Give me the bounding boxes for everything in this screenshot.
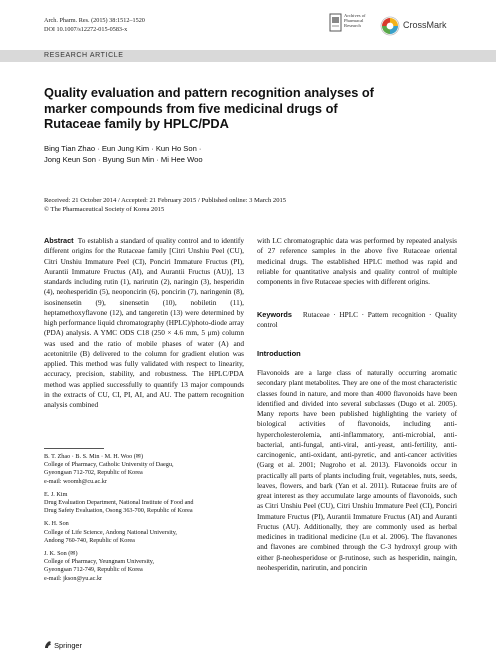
section-label: RESEARCH ARTICLE: [44, 52, 124, 59]
abstract-continuation: with LC chromatographic data was performed by repeated analysis of 27 reference samples in the above five Rutaceae oriental medicinal drugs. The established HPLC method was rapid and reliable for quantitative analysis and quality control of multiple components in five Rutaceae species with different origins.: [257, 236, 457, 286]
affiliation-3: K. H. Son College of Life Science, Andong National University, Andong 760-740, Republic of Korea: [44, 520, 177, 544]
abstract-block: [44, 236, 244, 410]
introduction-heading: Introduction: [257, 349, 301, 358]
publisher-name: Springer: [54, 641, 82, 650]
journal-logo-text: Archives of Pharmacal Research: [344, 13, 366, 29]
email-link[interactable]: e-mail: woomh@cu.ac.kr: [44, 477, 107, 485]
journal-header: [44, 17, 145, 34]
publication-dates: [44, 196, 444, 214]
keywords-block: [257, 310, 457, 331]
introduction-text: Flavonoids are a large class of naturally occurring aromatic secondary plant metabolites. They are one of the most characteristic classes found in nature, and more than 4000 flavonoids have been identified and divided into several subclasses (Dugo et al. 2005). Many reports have been published highlighting the variety of biological activities of flavonoids, including anti-hypercholesterolemia, anti-inflammatory, anti-microbial, anti-bacterial, anti-fungal, anti-viral, anti-yeast, anti-fertility, anti-carcinogenic, anti-oxidant, anti-pyretic, and anti-cancer activities (Garg et al. 2001; Nugroho et al. 2013). Flavonoids occur in practically all parts of plants including fruit, vegetables, nuts, seeds, leaves, flowers, and bark (Yan et al. 2011). Rutaceae fruits are of great interest as they accumulate large amounts of flavonoids, such as Citri Unshiu Peel (CU), Citri Unshiu Immature Peel (CI), Ponciri Immature Fructus (PI), Aurantii Immature Fructus (AI) and Auranti Fructus (AU). Additionally, they are commonly used as herbal medicines in traditional medicine (Lu et al. 2006). The flavanones and flavones are combined through the C-3 hydroxyl group with either β-neohesperidose or β-rutinose, such as hesperidin, naingin, neohesperidin, narirutin, and poncirin: [257, 368, 457, 572]
footnote-rule: [44, 448, 104, 449]
affiliations: [44, 453, 244, 583]
email-link[interactable]: e-mail: jkson@yu.ac.kr: [44, 574, 103, 582]
copyright-line: © The Pharmaceutical Society of Korea 2015: [44, 206, 165, 214]
keywords-label: Keywords: [257, 310, 292, 319]
article-title: Quality evaluation and pattern recognition analyses of marker compounds from five medicinal drugs of Rutaceae family by HPLC/PDA: [44, 85, 374, 131]
affiliation-2: E. J. Kim Drug Evaluation Department, National Institute of Food and Drug Safety Evaluation, Osong 363-700, Republic of Korea: [44, 490, 194, 515]
doi-line: DOI 10.1007/s12272-015-0583-x: [44, 25, 128, 33]
dates-line: Received: 21 October 2014 / Accepted: 21 February 2015 / Published online: 3 March 2015: [44, 197, 287, 204]
authors-line-1: Bing Tian Zhao · Eun Jung Kim · Kun Ho Son ·: [44, 144, 202, 153]
crossmark-badge[interactable]: [380, 15, 470, 37]
crossmark-label: CrossMark: [403, 20, 447, 30]
authors-line-2: Jong Keun Son · Byung Sun Min · Mi Hee Woo: [44, 155, 203, 164]
crossmark-icon: [380, 16, 400, 36]
affiliation-1: B. T. Zhao · B. S. Min · M. H. Woo (✉) College of Pharmacy, Catholic University of Daegu, Gyeongsan 712-702, Republic of Korea e-mail: woomh@cu.ac.kr: [44, 453, 244, 486]
publisher-footer: [44, 640, 82, 650]
journal-citation: Arch. Pharm. Res. (2015) 38:1512–1520: [44, 17, 145, 24]
keywords-text: Rutaceae · HPLC · Pattern recognition · Quality control: [257, 310, 457, 330]
affiliation-4: J. K. Son (✉) College of Pharmacy, Yeungnam University, Gyeongsan 712-749, Republic of Korea e-mail: jkson@yu.ac.kr: [44, 550, 244, 583]
springer-horse-icon: [44, 640, 52, 649]
abstract-label: Abstract: [44, 236, 74, 245]
author-list: [44, 143, 344, 165]
abstract-text: To establish a standard of quality control and to identify different origins for the Rutaceae family [Citri Unshiu Peel (CU), Citri Unshiu Immature Peel (CI), Ponciri Immature Fructus (PI), Aurantii Immature Fructus (AI), and Aurantii Fructus (AU)], 13 standards including rutin (1), narirutin (2), naringin (3), hesperidin (4), neohesperidin (5), neoponcirin (6), poncirin (7), naringenin (8), isosinensetin (9), sinensetin (10), nobiletin (11), heptamethoxyflavone (12), and tangeretin (13) were determined by high performance liquid chromatography (HPLC)/photo-diode array (PDA) analysis. A YMC ODS C18 (250 × 4.6 mm, 5 μm) column was used and the ratio of mobile phases of water (A) and acetonitrile (B) delivered to the column for gradient elution was applied. This method was fully validated with respect to linearity, accuracy, precision, stability, and robustness. The HPLC/PDA method was applied successfully to quantify 13 major compounds in the extracts of CU, CI, PI, AI, and AU. The pattern recognition analysis combined: [44, 236, 244, 409]
